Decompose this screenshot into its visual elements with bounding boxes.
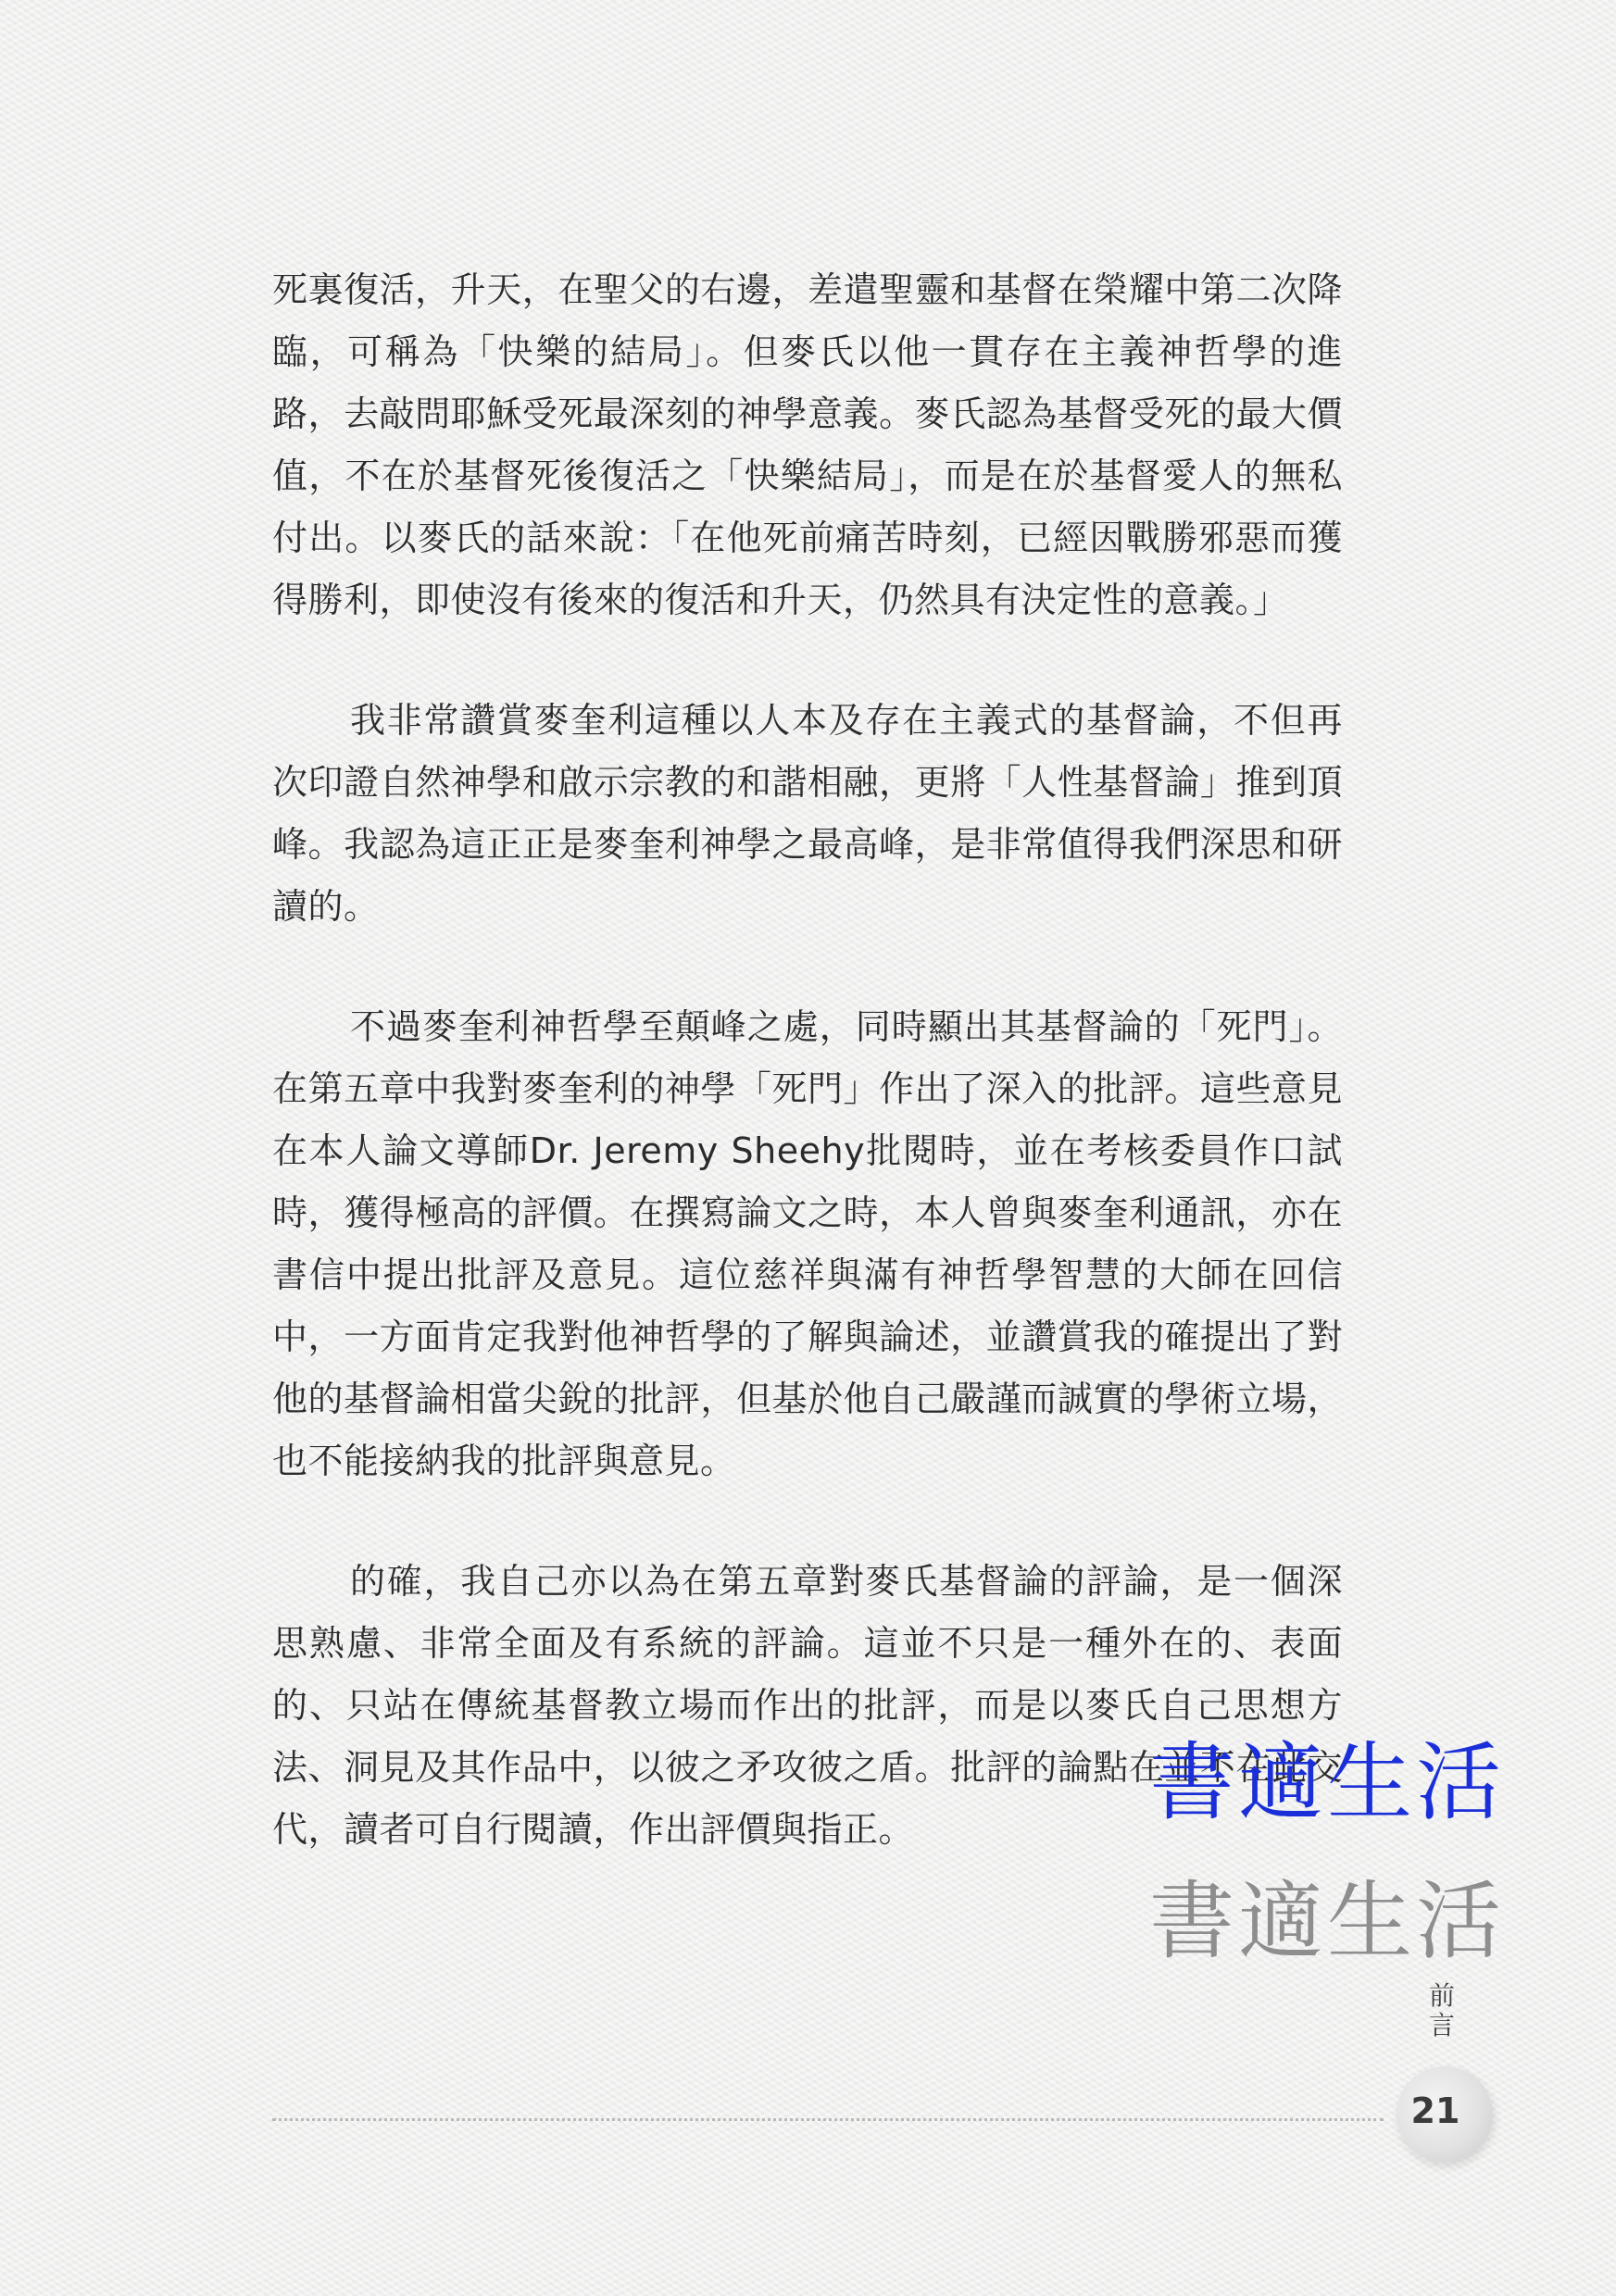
paragraph-4: 的確，我自己亦以為在第五章對麥氏基督論的評論，是一個深思熟慮、非常全面及有系統的評論。這並不只是一種外在的、表面的、只站在傳統基督教立場而作出的批評，而是以麥氏自己思想方法、洞見及其作品中，以彼之矛攻彼之盾。批評的論點在並不在此交代，讀者可自行閱讀，作出評價與指正。	[272, 1561, 1343, 1850]
watermark-gray: 書適生活	[1148, 1872, 1505, 1971]
paragraph-1: 死裏復活，升天，在聖父的右邊，差遣聖靈和基督在榮耀中第二次降臨，可稱為「快樂的結局」。但麥氏以他一貫存在主義神哲學的進路，去敲問耶穌受死最深刻的神學意義。麥氏認為基督受死的最大價值，不在於基督死後復活之「快樂結局」，而是在於基督愛人的無私付出。以麥氏的話來說：「在他死前痛苦時刻，已經因戰勝邪惡而獲得勝利，即使沒有後來的復活和升天，仍然具有決定性的意義。」	[272, 269, 1343, 620]
footer-dotted-rule	[272, 2118, 1384, 2121]
paragraph-2: 我非常讚賞麥奎利這種以人本及存在主義式的基督論，不但再次印證自然神學和啟示宗教的和諧相融，更將「人性基督論」推到頂峰。我認為這正正是麥奎利神學之最高峰，是非常值得我們深思和研讀的。	[272, 700, 1343, 927]
section-label: 前言	[1428, 1980, 1455, 2040]
page-number: 21	[1410, 2090, 1460, 2131]
watermark-blue: 書適生活	[1148, 1733, 1505, 1832]
paragraph-3: 不過麥奎利神哲學至顛峰之處，同時顯出其基督論的「死門」。在第五章中我對麥奎利的神學「死門」作出了深入的批評。這些意見在本人論文導師Dr. Jeremy Sheehy批閱時，並在考核委員作口試時，獲得極高的評價。在撰寫論文之時，本人曾與麥奎利通訊，亦在書信中提出批評及意見。這位慈祥與滿有神哲學智慧的大師在回信中，一方面肯定我對他神哲學的了解與論述，並讚賞我的確提出了對他的基督論相當尖銳的批評，但基於他自己嚴謹而誠實的學術立場，也不能接納我的批評與意見。	[272, 1006, 1343, 1481]
page-body	[272, 259, 1343, 1919]
